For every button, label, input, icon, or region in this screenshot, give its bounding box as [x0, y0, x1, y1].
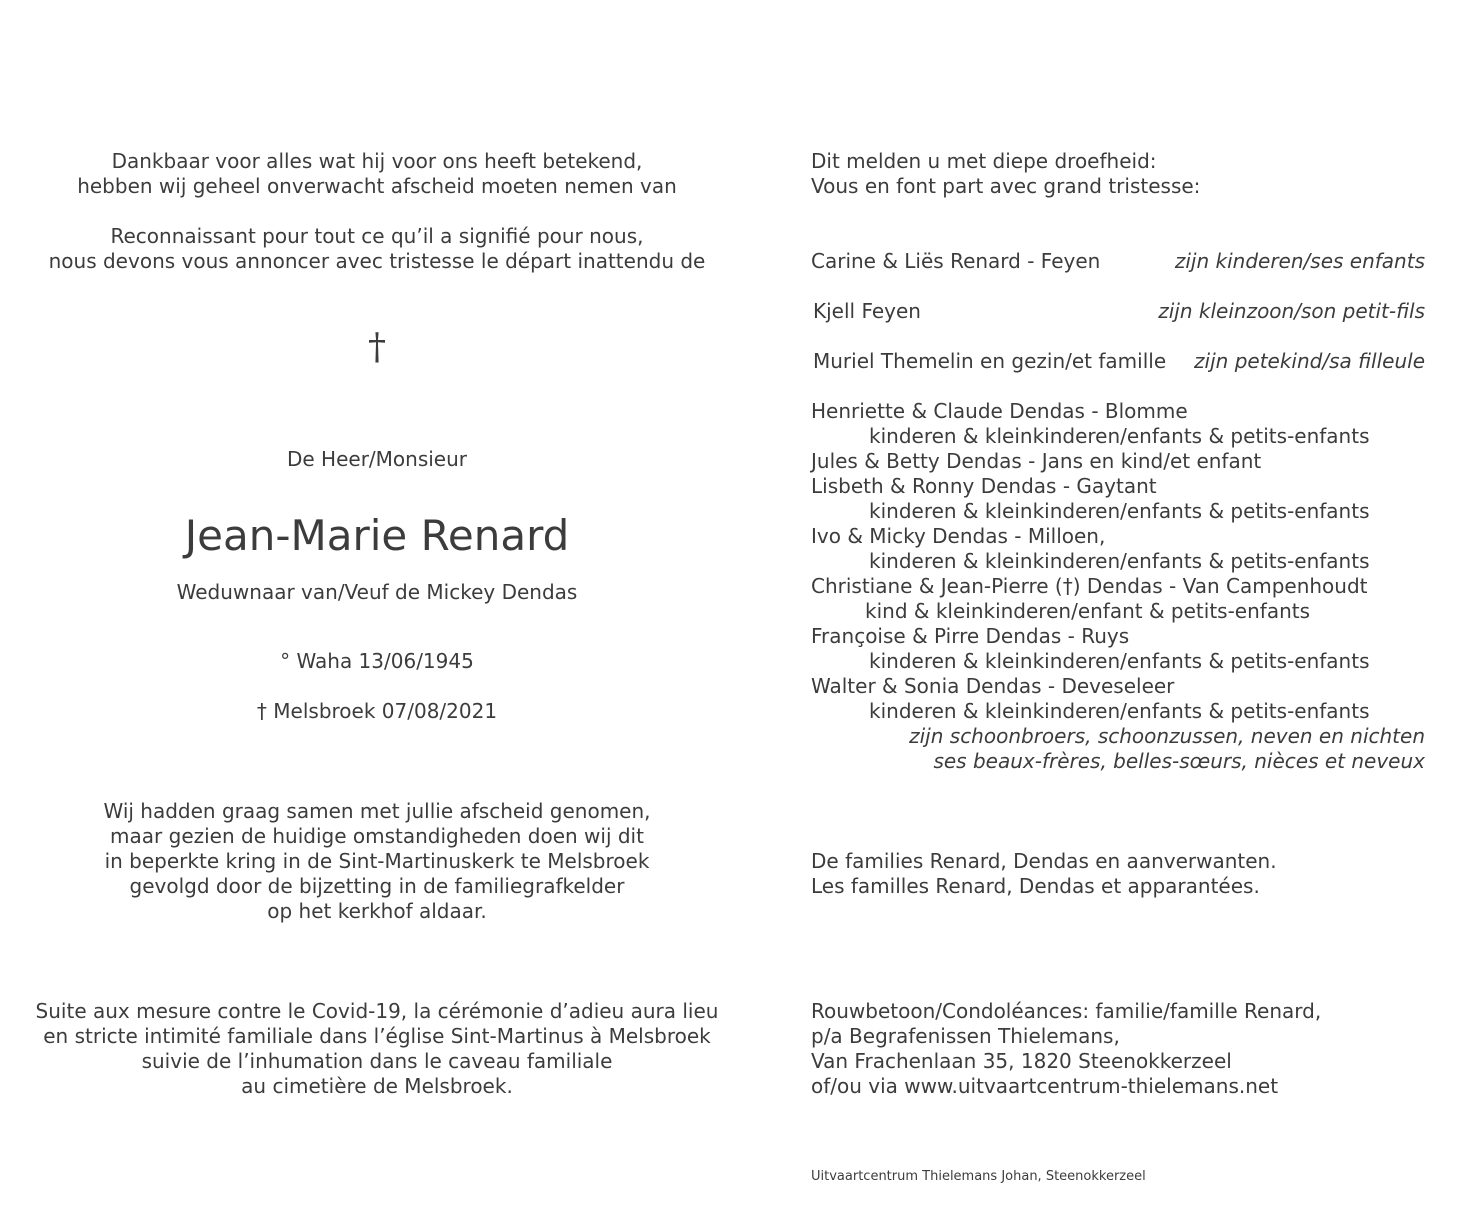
intro-french	[0, 224, 754, 274]
relative-line: Henriette & Claude Dendas - Blomme	[811, 399, 1188, 423]
ceremony-french	[0, 999, 754, 1099]
announcement-line: Dit melden u met diepe droefheid:	[811, 149, 1157, 173]
relative-line: kinderen & kleinkinderen/enfants & petits-enfants	[869, 424, 1370, 448]
family-name: Carine & Liës Renard - Feyen	[811, 249, 1101, 273]
condolences-line: Rouwbetoon/Condoléances: familie/famille Renard,	[811, 999, 1322, 1023]
relative-line: kinderen & kleinkinderen/enfants & petits-enfants	[869, 649, 1370, 673]
relative-line: kinderen & kleinkinderen/enfants & petits-enfants	[869, 499, 1370, 523]
relative-line: Christiane & Jean-Pierre (†) Dendas - Van Campenhoudt	[811, 574, 1368, 598]
ceremony-dutch-line: Wij hadden graag samen met jullie afscheid genomen,	[103, 799, 651, 823]
families-closing-line: De families Renard, Dendas en aanverwanten.	[811, 849, 1277, 873]
announcement	[811, 149, 1200, 199]
deceased-name: Jean-Marie Renard	[184, 511, 570, 560]
ceremony-dutch-line: in beperkte kring in de Sint-Martinuskerk te Melsbroek	[104, 849, 650, 873]
family-row	[813, 299, 1425, 324]
condolences-line: of/ou via www.uitvaartcentrum-thielemans.net	[811, 1074, 1279, 1098]
intro-french-line: nous devons vous annoncer avec tristesse le départ inattendu de	[48, 249, 706, 273]
widower-line: Weduwnaar van/Veuf de Mickey Dendas	[176, 580, 578, 604]
death-line: † Melsbroek 07/08/2021	[256, 699, 498, 723]
intro-dutch-line: hebben wij geheel onverwacht afscheid moeten nemen van	[77, 174, 677, 198]
ceremony-french-line: au cimetière de Melsbroek.	[241, 1074, 513, 1098]
intro-dutch-line: Dankbaar voor alles wat hij voor ons heeft betekend,	[111, 149, 643, 173]
relative-line: Jules & Betty Dendas - Jans en kind/et enfant	[811, 449, 1262, 473]
ceremony-french-line: suivie de l’inhumation dans le caveau familiale	[141, 1049, 613, 1073]
family-row	[813, 349, 1425, 374]
cross-icon: †	[368, 327, 386, 368]
ceremony-french-line: Suite aux mesure contre le Covid-19, la cérémonie d’adieu aura lieu	[35, 999, 719, 1023]
ceremony-dutch-line: op het kerkhof aldaar.	[267, 899, 487, 923]
intro-french-line: Reconnaissant pour tout ce qu’il a signifié pour nous,	[110, 224, 644, 248]
intro-dutch	[0, 149, 754, 199]
ceremony-french-line: en stricte intimité familiale dans l’église Sint-Martinus à Melsbroek	[43, 1024, 711, 1048]
relative-line: Françoise & Pirre Dendas - Ruys	[811, 624, 1130, 648]
relative-line: Ivo & Micky Dendas - Milloen,	[811, 524, 1106, 548]
relative-line: kinderen & kleinkinderen/enfants & petits-enfants	[869, 549, 1370, 573]
birth-line: ° Waha 13/06/1945	[280, 649, 474, 673]
family-role: zijn petekind/sa filleule	[1194, 349, 1425, 373]
relative-line: Lisbeth & Ronny Dendas - Gaytant	[811, 474, 1157, 498]
condolences-line: Van Frachenlaan 35, 1820 Steenokkerzeel	[811, 1049, 1232, 1073]
salutation: De Heer/Monsieur	[286, 447, 468, 471]
condolences-line: p/a Begrafenissen Thielemans,	[811, 1024, 1120, 1048]
ceremony-dutch	[0, 799, 754, 924]
relative-line: kinderen & kleinkinderen/enfants & petits-enfants	[869, 699, 1370, 723]
family-row	[811, 249, 1425, 274]
ceremony-dutch-line: maar gezien de huidige omstandigheden doen wij dit	[110, 824, 644, 848]
family-name: Muriel Themelin en gezin/et famille	[813, 349, 1167, 373]
family-role: zijn kleinzoon/son petit-fils	[1158, 299, 1425, 323]
relatives-list	[811, 399, 1425, 774]
ceremony-dutch-line: gevolgd door de bijzetting in de familiegrafkelder	[129, 874, 625, 898]
families-closing	[811, 849, 1277, 899]
announcement-line: Vous en font part avec grand tristesse:	[811, 174, 1201, 198]
relative-line: Walter & Sonia Dendas - Deveseleer	[811, 674, 1175, 698]
relatives-role-line: zijn schoonbroers, schoonzussen, neven en nichten	[909, 724, 1425, 748]
family-name: Kjell Feyen	[813, 299, 921, 323]
condolences-address	[811, 999, 1321, 1099]
family-role: zijn kinderen/ses enfants	[1174, 249, 1425, 273]
relative-line: kind & kleinkinderen/enfant & petits-enfants	[865, 599, 1311, 623]
families-closing-line: Les familles Renard, Dendas et apparantées.	[811, 874, 1260, 898]
footer-undertaker: Uitvaartcentrum Thielemans Johan, Steenokkerzeel	[811, 1169, 1146, 1184]
relatives-role-line: ses beaux-frères, belles-sœurs, nièces et neveux	[933, 749, 1425, 773]
